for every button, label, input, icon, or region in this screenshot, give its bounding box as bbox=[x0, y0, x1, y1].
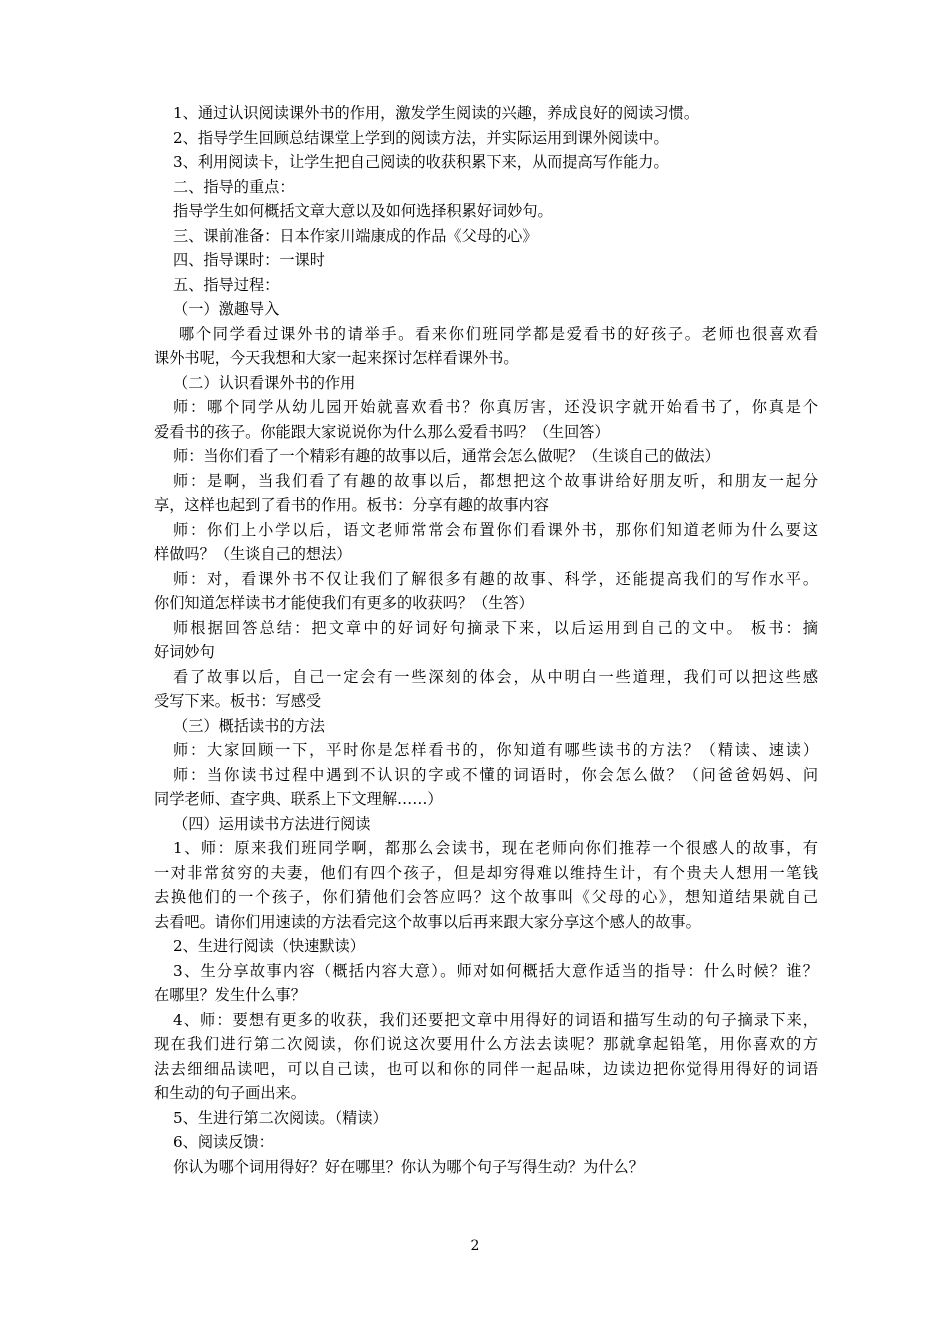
text-line: 爱看书的孩子。你能跟大家说说你为什么那么爱看书吗？（生回答） bbox=[154, 422, 610, 441]
text-line: 你认为哪个词用得好？好在哪里？你认为哪个句子写得生动？为什么？ bbox=[173, 1157, 644, 1176]
text-line: 2、指导学生回顾总结课堂上学到的阅读方法，并实际运用到课外阅读中。 bbox=[173, 128, 669, 147]
text-line: 1、师：原来我们班同学啊，都那么会读书，现在老师向你们推荐一个很感人的故事，有 bbox=[173, 839, 818, 857]
text-line: 享，这样也起到了看书的作用。板书：分享有趣的故事内容 bbox=[154, 496, 549, 514]
text-line: 法去细细品读吧，可以自己读，也可以和你的同伴一起品味，边读边把你觉得用得好的词语 bbox=[154, 1059, 818, 1078]
text-line: 师：是啊，当我们看了有趣的故事以后，都想把这个故事讲给好朋友听，和朋友一起分 bbox=[173, 471, 818, 490]
text-line: 同学老师、查字典、联系上下文理解……） bbox=[154, 790, 443, 808]
text-line: 师：对，看课外书不仅让我们了解很多有趣的故事、科学，还能提高我们的写作水平。 bbox=[173, 569, 818, 588]
text-line: 受写下来。板书：写感受 bbox=[154, 692, 322, 710]
text-line: 去看吧。请你们用速读的方法看完这个故事以后再来跟大家分享这个感人的故事。 bbox=[154, 912, 701, 931]
text-line: 师根据回答总结：把文章中的好词好句摘录下来，以后运用到自己的文中。 板书：摘 bbox=[173, 618, 818, 637]
text-line: 师：大家回顾一下，平时你是怎样看书的，你知道有哪些读书的方法？（精读、速读） bbox=[173, 741, 818, 759]
text-line: 一对非常贫穷的夫妻，他们有四个孩子，但是却穷得难以维持生计，有个贵夫人想用一笔钱 bbox=[154, 863, 818, 882]
text-line: 三、课前准备：日本作家川端康成的作品《父母的心》 bbox=[173, 226, 538, 245]
text-line: 3、利用阅读卡，让学生把自己阅读的收获积累下来，从而提高写作能力。 bbox=[173, 153, 669, 171]
text-line: 四、指导课时：一课时 bbox=[173, 251, 325, 269]
page-number: 2 bbox=[470, 1238, 480, 1254]
text-line: 5、生进行第二次阅读。（精读） bbox=[173, 1108, 388, 1127]
text-line: 师：哪个同学从幼儿园开始就喜欢看书？你真厉害，还没识字就开始看书了，你真是个 bbox=[173, 398, 818, 416]
text-line: 去换他们的一个孩子，你们猜他们会答应吗？这个故事叫《父母的心》，想知道结果就自己 bbox=[154, 888, 818, 906]
text-line: 指导学生如何概括文章大意以及如何选择积累好词妙句。 bbox=[173, 202, 553, 220]
text-line: 课外书呢，今天我想和大家一起来探讨怎样看课外书。 bbox=[154, 349, 519, 367]
text-line: 现在我们进行第二次阅读，你们说这次要用什么方法去读呢？那就拿起铅笔，用你喜欢的方 bbox=[154, 1035, 818, 1053]
text-line: 2、生进行阅读（快速默读） bbox=[173, 937, 365, 955]
text-line: 好词妙句 bbox=[154, 643, 215, 661]
text-line: 二、指导的重点： bbox=[173, 177, 295, 196]
text-line: （二）认识看课外书的作用 bbox=[173, 373, 356, 392]
text-line: （一）激趣导入 bbox=[173, 300, 280, 318]
text-line: 你们知道怎样读书才能使我们有更多的收获吗？（生答） bbox=[154, 594, 534, 612]
text-line: 4、师：要想有更多的收获，我们还要把文章中用得好的词语和描写生动的句子摘录下来， bbox=[173, 1010, 818, 1029]
text-line: 五、指导过程： bbox=[173, 275, 280, 294]
text-line: 师：当你读书过程中遇到不认识的字或不懂的词语时，你会怎么做？（问爸爸妈妈、问 bbox=[173, 765, 818, 784]
text-line: 哪个同学看过课外书的请举手。看来你们班同学都是爱看书的好孩子。老师也很喜欢看 bbox=[179, 324, 818, 343]
text-line: （三）概括读书的方法 bbox=[173, 716, 325, 735]
document-body bbox=[154, 101, 818, 1179]
text-line: 样做吗？（生谈自己的想法） bbox=[154, 545, 352, 563]
text-line: 1、通过认识阅读课外书的作用，激发学生阅读的兴趣，养成良好的阅读习惯。 bbox=[173, 104, 700, 122]
text-line: 看了故事以后，自己一定会有一些深刻的体会，从中明白一些道理，我们可以把这些感 bbox=[173, 667, 818, 686]
text-line: （四）运用读书方法进行阅读 bbox=[173, 814, 371, 833]
text-line: 3、生分享故事内容（概括内容大意）。师对如何概括大意作适当的指导：什么时候？谁？ bbox=[173, 961, 818, 980]
text-line: 和生动的句子画出来。 bbox=[154, 1084, 306, 1102]
text-line: 师：当你们看了一个精彩有趣的故事以后，通常会怎么做呢？（生谈自己的做法） bbox=[173, 447, 720, 465]
text-line: 在哪里？发生什么事？ bbox=[154, 986, 306, 1004]
text-line: 6、阅读反馈： bbox=[173, 1133, 274, 1151]
text-line: 师：你们上小学以后，语文老师常常会布置你们看课外书，那你们知道老师为什么要这 bbox=[173, 520, 818, 539]
